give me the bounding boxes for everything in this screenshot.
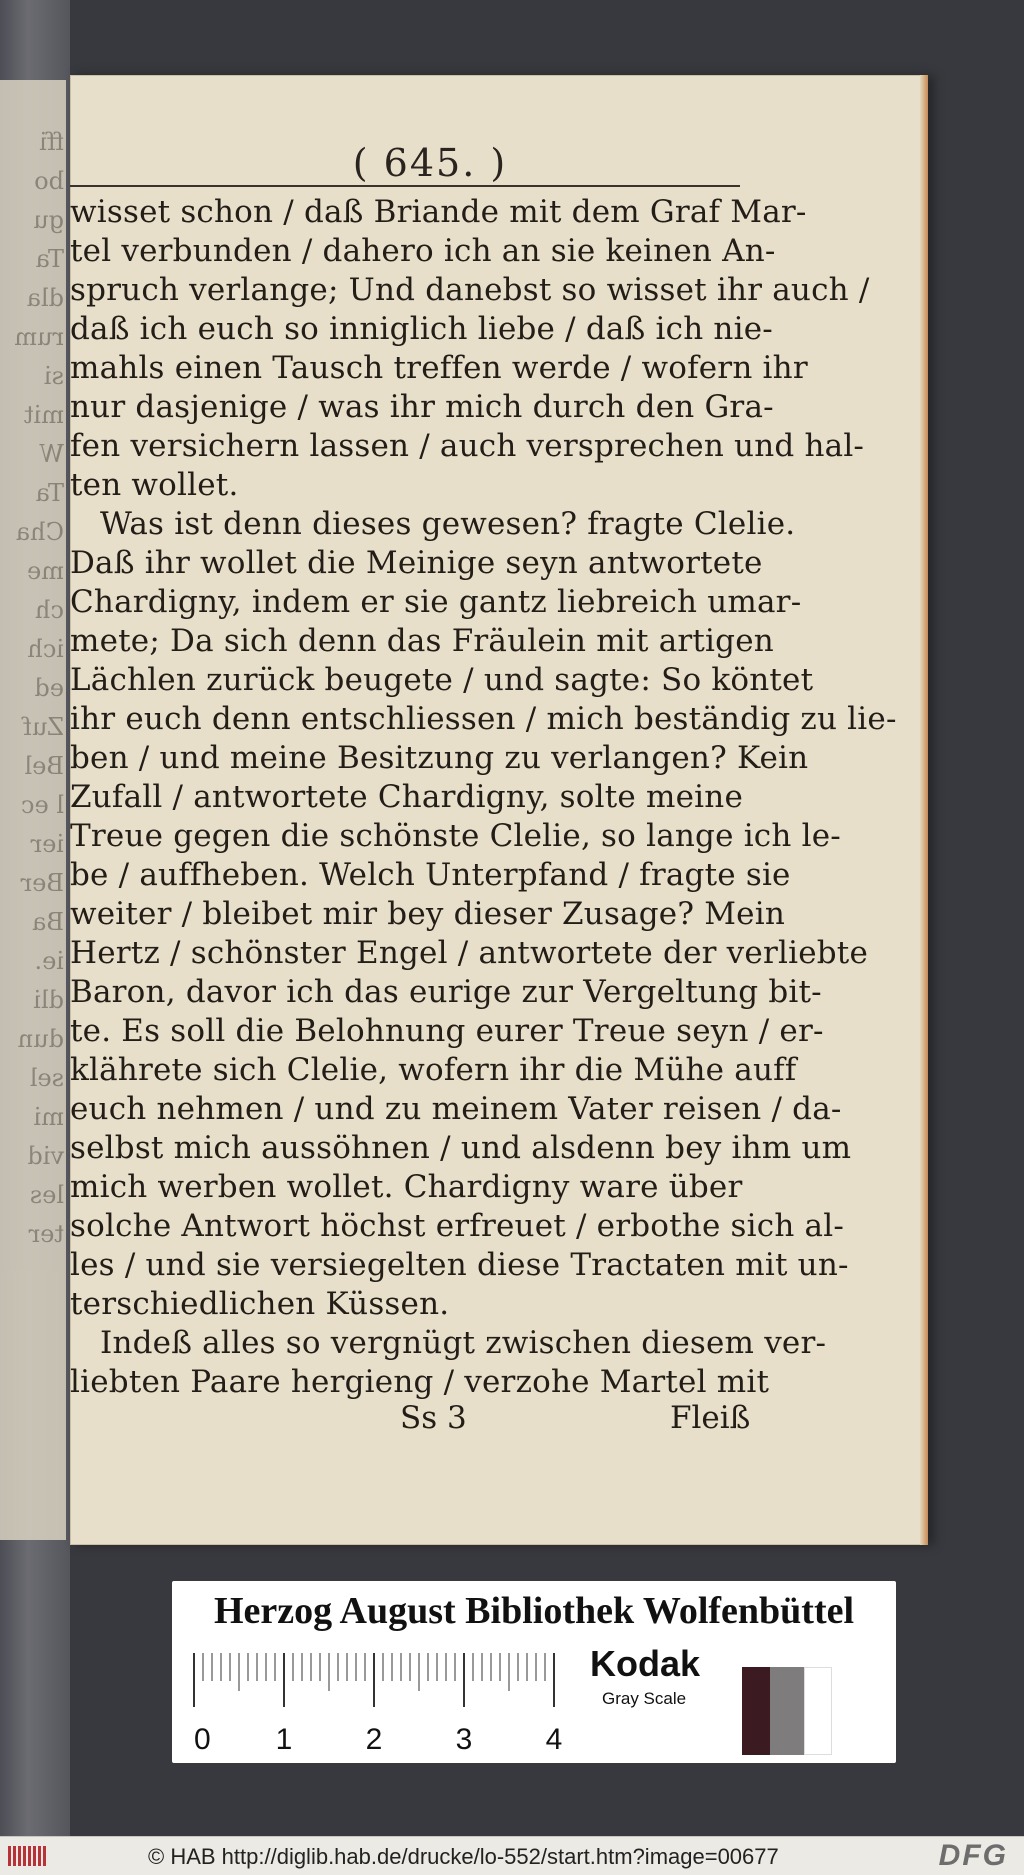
ruler-number: 1 <box>275 1723 293 1756</box>
ruler-number: 0 <box>194 1723 211 1756</box>
text-line: Hertz / schönster Engel / antwortete der verliebte <box>70 935 868 971</box>
text-line: euch nehmen / und zu meinem Vater reisen / da- <box>70 1091 842 1127</box>
page-text <box>70 193 897 1402</box>
bleed-fragment: Ber <box>20 869 64 897</box>
previous-page-bleed <box>0 80 66 1540</box>
text-line: te. Es soll die Belohnung eurer Treue seyn / er- <box>70 1013 824 1049</box>
bleed-fragment: si <box>44 362 64 390</box>
text-line: wisset schon / daß Briande mit dem Graf Mar- <box>70 194 807 230</box>
gray-scale-swatches <box>742 1667 832 1755</box>
signature-mark: Ss 3 <box>400 1400 467 1436</box>
text-line: be / auffheben. Welch Unterpfand / fragte sie <box>70 857 791 893</box>
book-page <box>70 75 928 1545</box>
ruler-number: 2 <box>365 1723 383 1756</box>
bleed-fragment: ffi <box>39 128 64 156</box>
text-line: mete; Da sich denn das Fräulein mit artigen <box>70 623 774 659</box>
color-target-card <box>172 1581 896 1763</box>
text-line: Daß ihr wollet die Meinige seyn antwortete <box>70 545 763 581</box>
bleed-fragment: ie. <box>34 947 64 975</box>
bleed-fragment: dun <box>17 1025 64 1053</box>
text-line: selbst mich aussöhnen / und alsdenn bey ihm um <box>70 1130 852 1166</box>
bleed-fragment: ter <box>28 1220 64 1248</box>
text-line: fen versichern lassen / auch versprechen und hal- <box>70 428 865 464</box>
bleed-fragment: les <box>29 1181 64 1209</box>
bleed-fragment: Ta <box>35 479 64 507</box>
library-name: Herzog August Bibliothek Wolfenbüttel <box>213 1590 855 1632</box>
bleed-fragment: ed <box>34 674 64 702</box>
kodak-logo: Kodak <box>590 1643 701 1684</box>
text-line: ten wollet. <box>70 467 239 503</box>
text-line: tel verbunden / dahero ich an sie keinen An- <box>70 233 776 269</box>
footer-bar <box>0 1836 1024 1875</box>
bleed-fragment: Ta <box>35 245 64 273</box>
bleed-fragment: me <box>27 557 64 585</box>
gray-swatch <box>770 1667 804 1755</box>
text-line: Was ist denn dieses gewesen? fragte Clelie. <box>100 506 796 542</box>
bleed-fragment: sel <box>29 1064 64 1092</box>
text-line: klährete sich Clelie, wofern ihr die Mühe auff <box>70 1052 797 1088</box>
text-line: Baron, davor ich das eurige zur Vergeltung bit- <box>70 974 822 1010</box>
bleed-fragment: dli <box>33 986 64 1014</box>
gray-swatch <box>742 1667 770 1755</box>
previous-page-edge <box>0 0 70 1836</box>
text-line: Zufall / antwortete Chardigny, solte meine <box>70 779 743 815</box>
text-line: Lächlen zurück beugete / und sagte: So köntet <box>70 662 814 698</box>
bleed-fragment: l ec <box>21 791 64 819</box>
ruler-number: 3 <box>455 1723 473 1756</box>
text-line: mich werben wollet. Chardigny ware über <box>70 1169 743 1205</box>
text-line: liebten Paare hergieng / verzohe Martel mit <box>70 1364 770 1400</box>
text-line: solche Antwort höchst erfreuet / erbothe sich al- <box>70 1208 845 1244</box>
bleed-fragment: Bel <box>24 752 64 780</box>
dfg-logo: DFG <box>938 1839 1008 1872</box>
bleed-fragment: rum <box>14 323 64 351</box>
text-line: spruch verlange; Und danebst so wisset ihr auch / <box>70 272 870 308</box>
gray-swatch <box>804 1667 832 1755</box>
bleed-fragment: bo <box>34 167 64 195</box>
bleed-fragment: ier <box>30 830 64 858</box>
text-line: Chardigny, indem er sie gantz liebreich umar- <box>70 584 802 620</box>
gray-scale-label: Gray Scale <box>602 1689 687 1708</box>
catchword: Fleiß <box>670 1400 751 1436</box>
text-line: nur dasjenige / was ihr mich durch den Gra- <box>70 389 774 425</box>
bleed-fragment: Zuf <box>22 713 64 741</box>
text-line: daß ich euch so inniglich liebe / daß ich nie- <box>70 311 773 347</box>
bleed-fragment: mi <box>33 1103 64 1131</box>
text-line: les / und sie versiegelten diese Tractaten mit un- <box>70 1247 849 1283</box>
text-line: mahls einen Tausch treffen werde / wofern ihr <box>70 350 808 386</box>
bleed-fragment: vid <box>27 1142 64 1170</box>
text-line: Treue gegen die schönste Clelie, so lange ich le- <box>70 818 841 854</box>
ruler-number: 4 <box>545 1723 563 1756</box>
text-line: ihr euch denn entschliessen / mich beständig zu lie- <box>70 701 897 737</box>
page-number: ( 645. ) <box>352 141 508 185</box>
bleed-fragment: W <box>39 440 64 468</box>
bleed-fragment: ich <box>27 635 64 663</box>
bleed-fragment: dla <box>26 284 64 312</box>
text-line: ben / und meine Besitzung zu verlangen? Kein <box>70 740 809 776</box>
bleed-fragment: Cha <box>15 518 64 546</box>
hab-logo-icon <box>6 1843 50 1869</box>
bleed-fragment: mit <box>23 401 64 429</box>
header-rule <box>70 185 740 187</box>
text-line: terschiedlichen Küssen. <box>70 1286 450 1322</box>
text-line: Indeß alles so vergnügt zwischen diesem ver- <box>100 1325 827 1361</box>
bleed-fragment: ch <box>35 596 64 624</box>
bleed-fragment: Ba <box>32 908 64 936</box>
text-line: weiter / bleibet mir bey dieser Zusage? Mein <box>70 896 785 932</box>
ruler <box>192 1651 563 1761</box>
copyright-link[interactable]: © HAB http://diglib.hab.de/drucke/lo-552/start.htm?image=00677 <box>148 1844 779 1869</box>
bleed-fragment: gu <box>33 206 64 234</box>
